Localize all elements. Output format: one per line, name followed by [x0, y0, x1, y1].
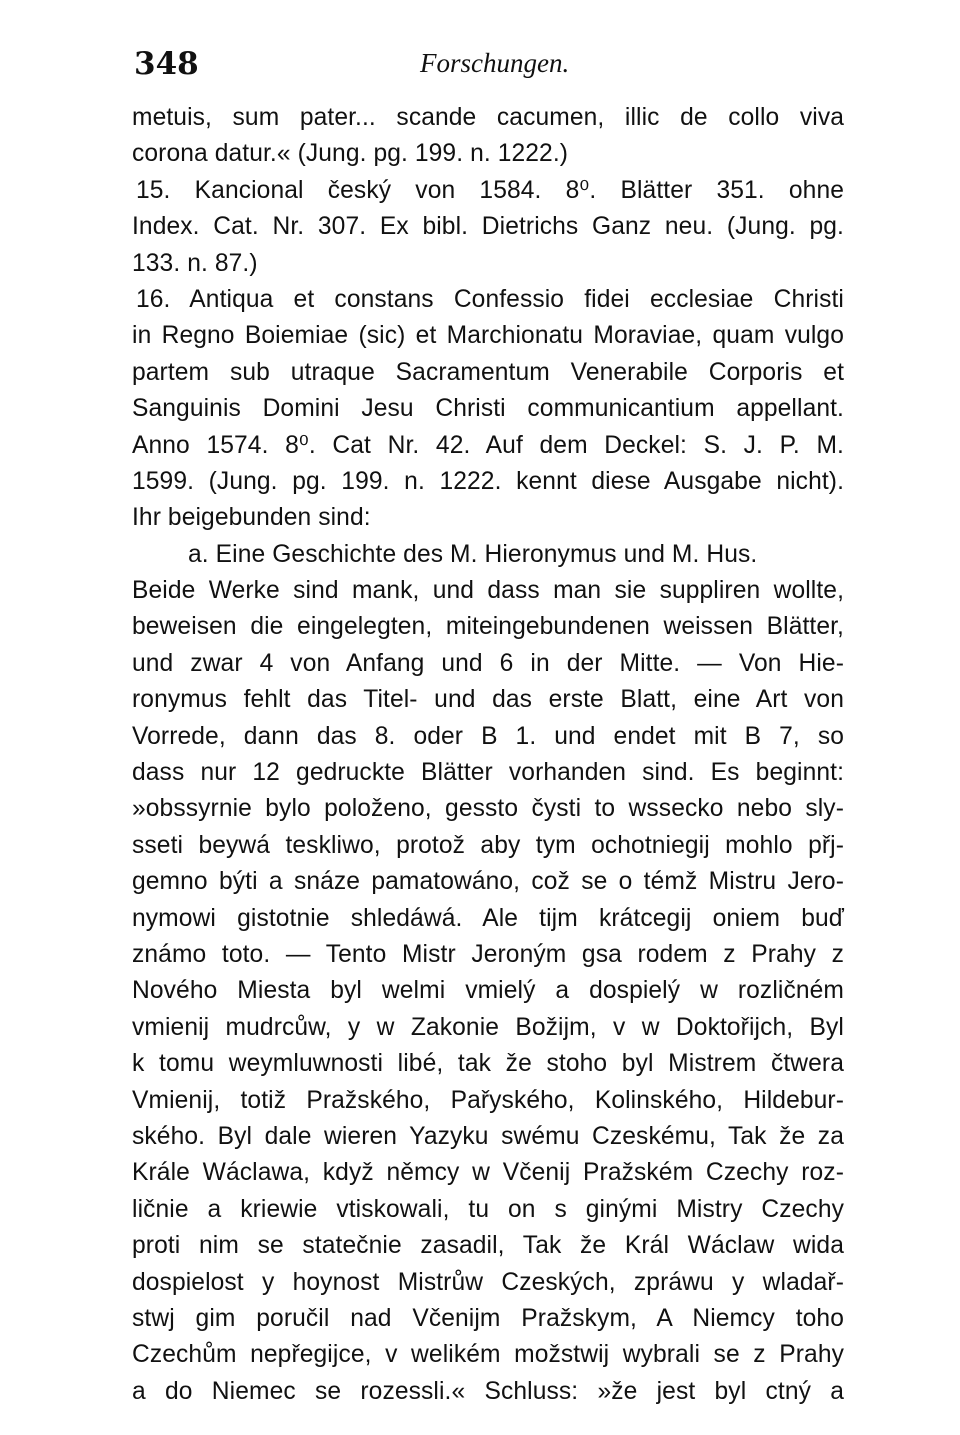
text-line: Nového Miesta byl welmi vmielý a dospielý w rozličném — [132, 977, 844, 1005]
text-line: stwj gim poručil nad Včenijm Pražskym, A Niemcy toho — [132, 1304, 844, 1332]
text-line: Ihr beigebunden sind: — [132, 504, 371, 532]
running-title: Forschungen. — [420, 48, 570, 78]
text-line: Czechům nepřegijce, v welikém možstwij wybrali se z Prahy — [132, 1341, 844, 1369]
running-head — [132, 42, 844, 82]
text-line: k tomu weymluwnosti libé, tak že stoho byl Mistrem čtwera — [132, 1050, 844, 1078]
text-line: metuis, sum pater... scande cacumen, illic de collo viva — [132, 104, 844, 131]
text-line: corona datur.« (Jung. pg. 199. n. 1222.) — [132, 140, 569, 168]
page — [132, 42, 844, 1405]
text-line: vmienij mudrcůw, y w Zakonie Božijm, v w Doktořijch, Byl — [132, 1013, 844, 1041]
text-line: Beide Werke sind mank, und dass man sie suppliren wollte, — [132, 577, 844, 605]
text-line: 16. Antiqua et constans Confessio fidei ecclesiae Christi — [136, 285, 844, 313]
text-line: sseti beywá teskliwo, protož aby tym ochotniegij mohlo přj- — [132, 831, 844, 859]
text-line: a. Eine Geschichte des M. Hieronymus und M. Hus. — [188, 540, 758, 568]
text-line: proti nim se statečnie zasadil, Tak že Král Wáclaw wida — [132, 1232, 844, 1260]
text-line: ského. Byl dale wieren Yazyku swému Czeskému, Tak že za — [132, 1122, 844, 1150]
text-line: 1599. (Jung. pg. 199. n. 1222. kennt diese Ausgabe nicht). — [132, 467, 844, 495]
text-line: ronymus fehlt das Titel- und das erste Blatt, eine Art von — [132, 686, 844, 714]
text-line: 15. Kancional český von 1584. 8⁰. Blätter 351. ohne — [136, 176, 844, 204]
text-line: nymowi gistotnie shledáwá. Ale tijm krátcegij oniem buď — [132, 904, 844, 932]
text-line: Vmienij, totiž Pražského, Pařyského, Kolinského, Hildebur- — [132, 1086, 844, 1114]
text-line: in Regno Boiemiae (sic) et Marchionatu Moraviae, quam vulgo — [132, 322, 844, 350]
text-line: Krále Wáclawa, když němcy w Včenij Pražském Czechy roz- — [132, 1159, 844, 1187]
text-line: und zwar 4 von Anfang und 6 in der Mitte. — Von Hie- — [132, 649, 844, 677]
text-line: partem sub utraque Sacramentum Venerabile Corporis et — [132, 358, 844, 386]
text-line: Anno 1574. 8⁰. Cat Nr. 42. Auf dem Deckel: S. J. P. M. — [132, 431, 844, 459]
text-line: a do Niemec se rozessli.« Schluss: »že jest byl ctný a — [132, 1377, 844, 1405]
body-text — [132, 100, 844, 1410]
text-line: Vorrede, dann das 8. oder B 1. und endet mit B 7, so — [132, 722, 844, 750]
text-line: 133. n. 87.) — [132, 249, 258, 277]
text-line: dospielost y hoynost Mistrůw Czeských, zpráwu y wladař- — [132, 1268, 844, 1296]
text-line: ličnie a kriewie vtiskowali, tu on s ginými Mistry Czechy — [132, 1195, 844, 1223]
text-line: beweisen die eingelegten, miteingebundenen weissen Blätter, — [132, 613, 844, 641]
text-line: gemno býti a snáze pamatowáno, což se o témž Mistru Jero- — [132, 868, 844, 896]
text-line: Sanguinis Domini Jesu Christi communicantium appellant. — [132, 395, 844, 423]
page-number: 348 — [134, 46, 199, 82]
text-line: »obssyrnie bylo položeno, gessto čysti to wssecko nebo sly- — [132, 795, 844, 823]
text-line: Index. Cat. Nr. 307. Ex bibl. Dietrichs Ganz neu. (Jung. pg. — [132, 213, 844, 241]
text-line: známo toto. — Tento Mistr Jeroným gsa rodem z Prahy z — [132, 940, 844, 968]
text-line: dass nur 12 gedruckte Blätter vorhanden sind. Es beginnt: — [132, 759, 844, 787]
